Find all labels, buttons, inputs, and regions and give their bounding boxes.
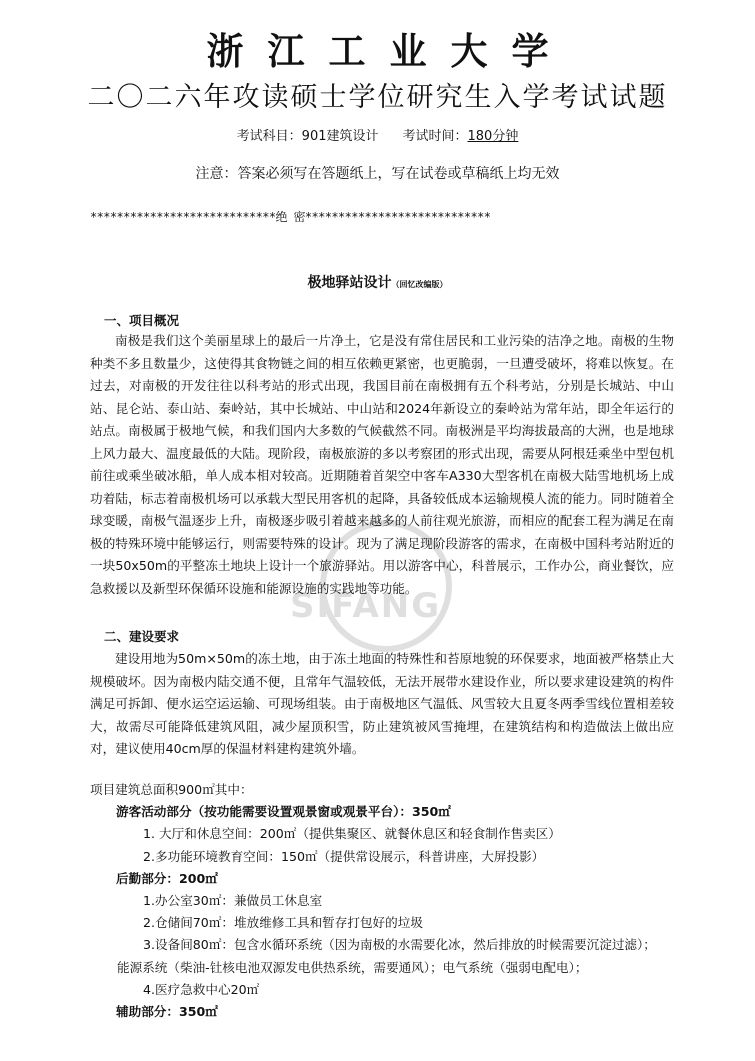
subject-value: 901建筑设计 bbox=[301, 129, 379, 144]
section-body-overview: 南极是我们这个美丽星球上的最后一片净土，它是没有常住居民和工业污染的洁净之地。南极的生物种类不多且数量少，这使得其食物链之间的相互依赖更紧密，也更脆弱，一旦遭受破坏，将难以恢复。在过去，对南极的开发往往以科考站的形式出现，我国目前在南极拥有五个科考站，分别是长城站、中山站、昆仑站、泰山站、秦岭站，其中长城站、中山站和2024年新设立的秦岭站为常年站，即全年运行的站点。南极属于极地气候，和我们国内大多数的气候截然不同。南极洲是平均海拔最高的大洲，也是地球上风力最大、温度最低的大陆。现阶段，南极旅游的多以考察团的形式出现，需要从阿根廷乘坐中型包机前往或乘坐破冰船，单人成本相对较高。近期随着首架空中客车A330大型客机在南极大陆雪地机场上成功着陆，标志着南极机场可以承载大型民用客机的起降，具备较低成本运输规模人流的能力。同时随着全球变暖，南极气温逐步上升，南极逐步吸引着越来越多的人前往观光旅游，而相应的配套工程为满足在南极的特殊环境中能够运行，则需要特殊的设计。现为了满足现阶段游客的需求，在南极中国科考站附近的一块50x50m的平整冻土地块上设计一个旅游驿站。用以游客中心，科普展示，工作办公，商业餐饮，应急救援以及新型环保循环设施和能源设施的实践地等功能。 bbox=[90, 333, 674, 596]
program-back-item: 能源系统（柴油-钍核电池双源发电供热系统，需要通风）；电气系统（强弱电配电）； bbox=[117, 960, 588, 975]
watermark-text: SIFANG bbox=[290, 586, 442, 626]
program-back-item: 2.仓储间70㎡：堆放维修工具和暂存打包好的垃圾 bbox=[143, 915, 423, 930]
confidential-seal-line: ****************************绝 密**************************** bbox=[90, 210, 491, 224]
section-heading-requirements: 二、建设要求 bbox=[104, 629, 180, 644]
university-name: 浙江工业大学 bbox=[206, 29, 573, 73]
section-body-requirements: 建设用地为50m×50m的冻土地，由于冻土地面的特殊性和苔原地貌的环保要求，地面被严格禁止大规模破坏。因为南极内陆交通不便，且常年气温较低，无法开展带水建设作业，所以要求建设建筑的构件满足可拆卸、便水运空运运输、可现场组装。由于南极地区气温低、风雪较大且夏冬两季雪线位置相差较大，故需尽可能降低建筑风阻，减少屋顶积雪，防止建筑被风雪掩埋，在建筑结构和构造做法上做出应对，建议使用40cm厚的保温材料建构建筑外墙。 bbox=[90, 651, 674, 756]
program-visitor-item: 2.多功能环境教育空间：150㎡（提供常设展示，科普讲座，大屏投影） bbox=[143, 849, 545, 864]
exam-meta bbox=[0, 126, 755, 148]
document-title-main: 极地驿站设计 bbox=[307, 275, 392, 291]
time-value: 180分钟 bbox=[467, 129, 519, 144]
subject-label: 考试科目： bbox=[236, 129, 302, 144]
program-visitor-heading: 游客活动部分（按功能需要设置观景窗或观景平台）：350㎡ bbox=[116, 804, 451, 819]
document-title bbox=[0, 272, 755, 296]
time-label: 考试时间： bbox=[402, 129, 468, 144]
exam-notice: 注意：答案必须写在答题纸上，写在试卷或草稿纸上均无效 bbox=[195, 166, 560, 182]
section-heading-overview: 一、项目概况 bbox=[104, 313, 180, 328]
program-visitor-item: 1. 大厅和休息空间：200㎡（提供集聚区、就餐休息区和轻食制作售卖区） bbox=[143, 826, 561, 841]
program-back-item: 4.医疗急救中心20㎡ bbox=[143, 982, 260, 997]
program-total: 项目建筑总面积900㎡其中： bbox=[90, 782, 253, 797]
exam-title: 二〇二六年攻读硕士学位研究生入学考试试题 bbox=[87, 82, 668, 113]
document-title-note: （回忆改编版） bbox=[391, 280, 448, 289]
program-back-item: 1.办公室30㎡：兼做员工休息室 bbox=[143, 893, 323, 908]
program-back-heading: 后勤部分：200㎡ bbox=[116, 871, 218, 886]
program-aux-heading: 辅助部分：350㎡ bbox=[116, 1004, 218, 1019]
program-back-item: 3.设备间80㎡：包含水循环系统（因为南极的水需要化冰，然后排放的时候需要沉淀过滤）； bbox=[143, 937, 656, 952]
